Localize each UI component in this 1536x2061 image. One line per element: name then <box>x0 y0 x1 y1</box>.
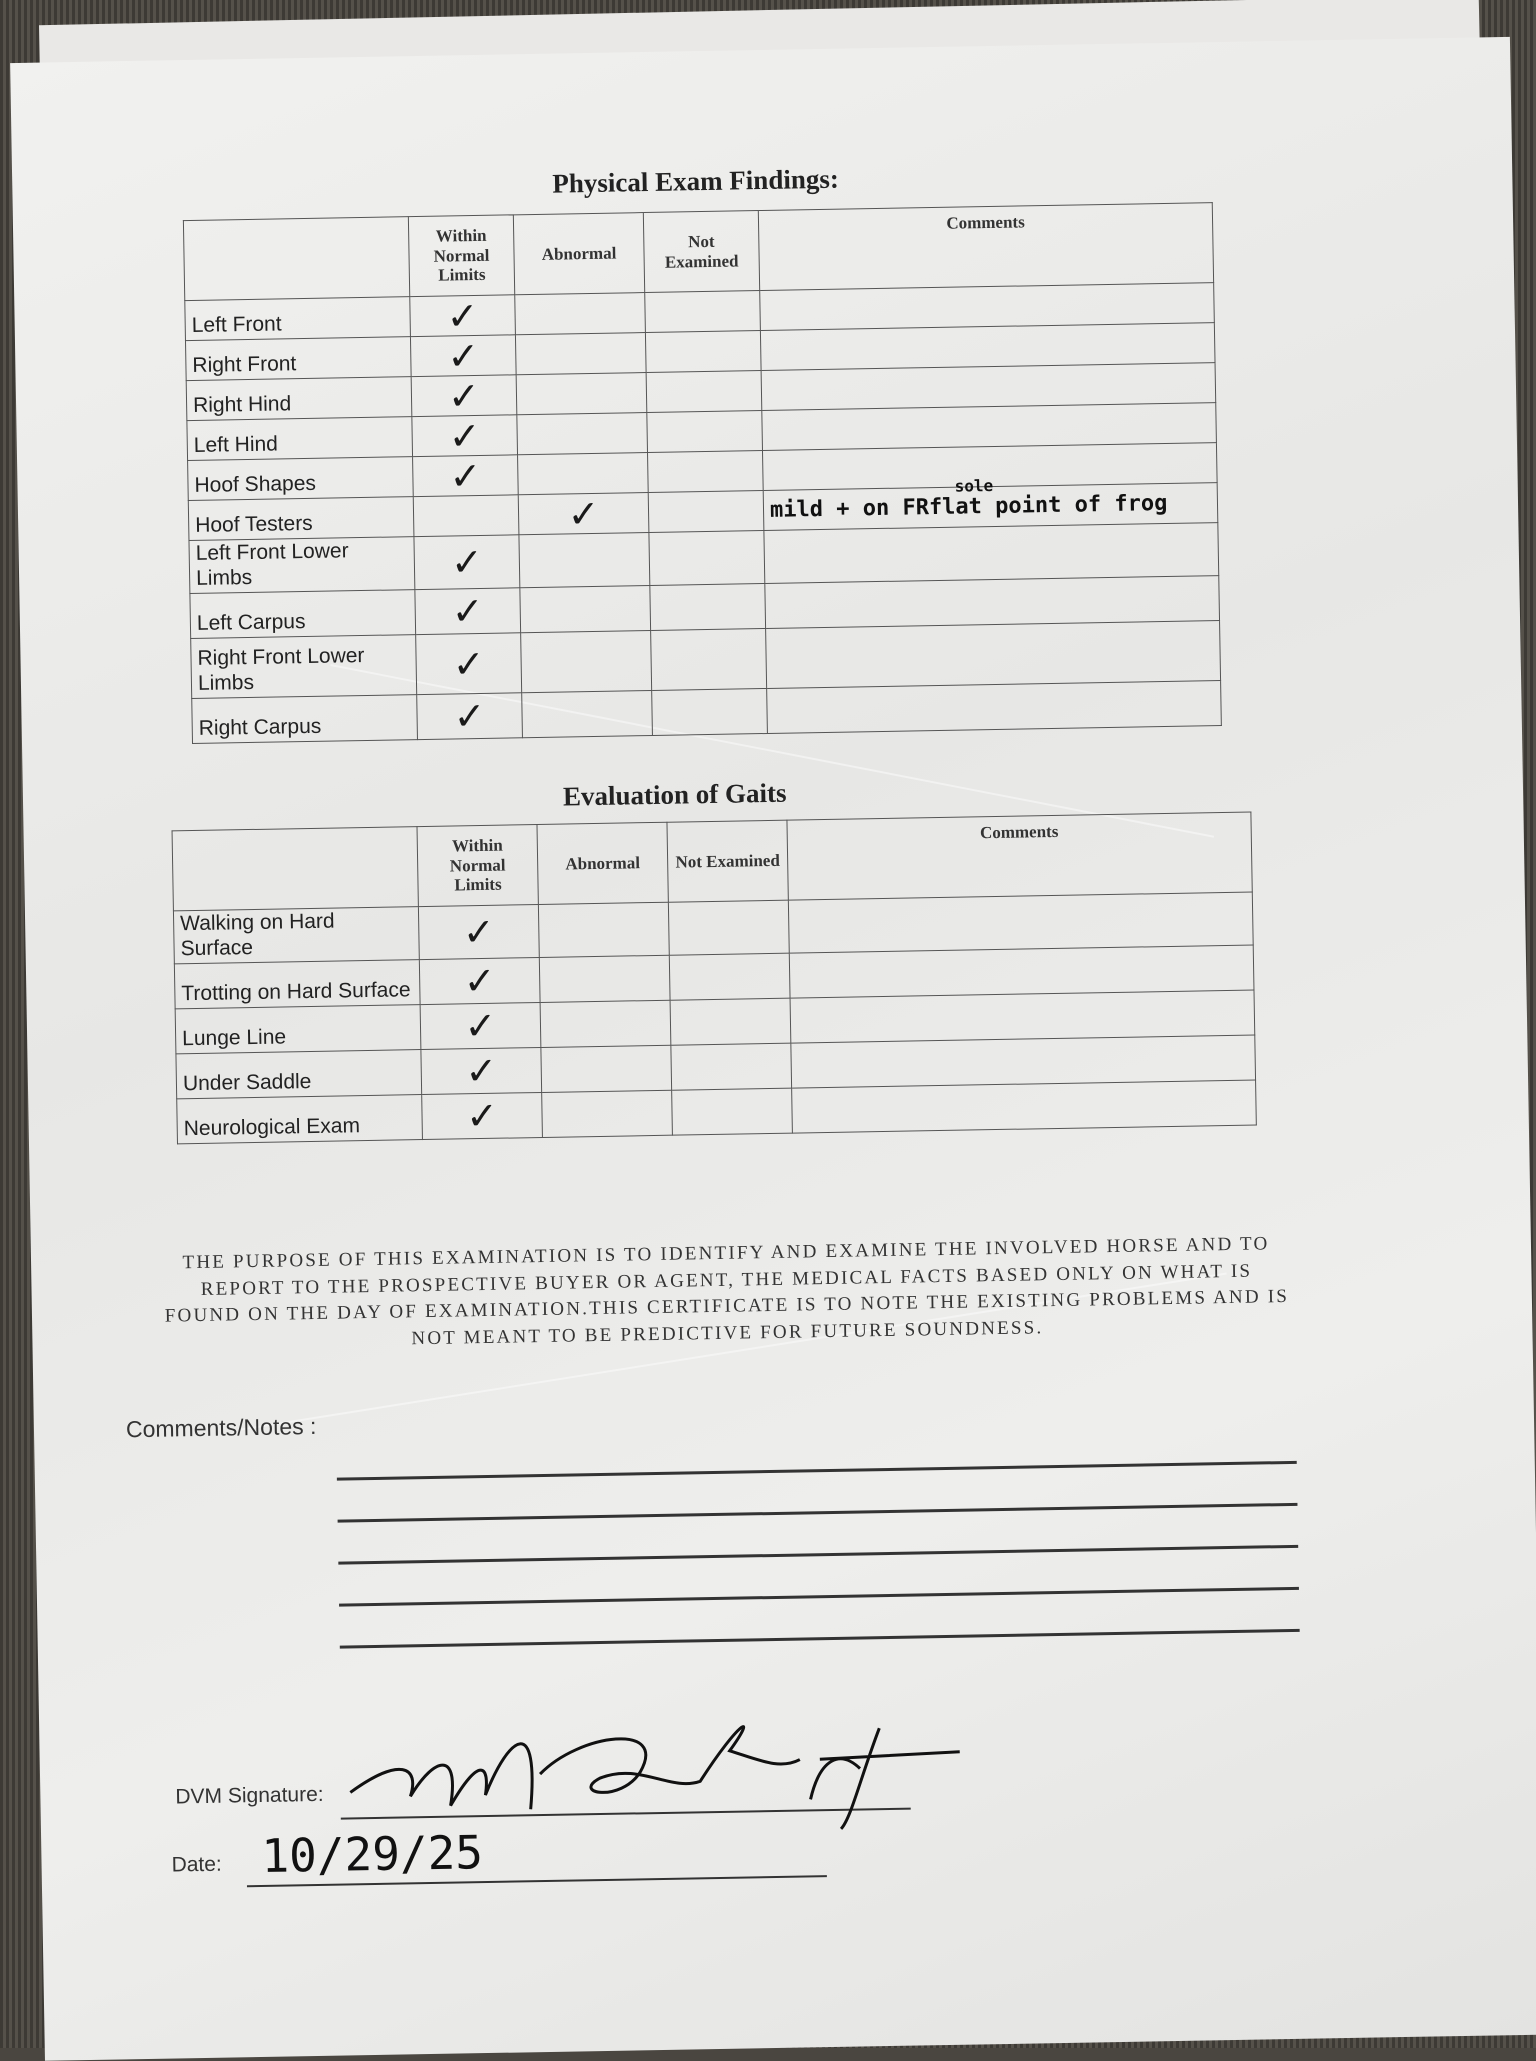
cell-abnormal <box>515 293 646 335</box>
cell-abnormal <box>540 1001 671 1048</box>
cell-not-examined <box>647 411 763 453</box>
checkmark-icon: ✓ <box>446 293 479 339</box>
cell-comments <box>790 990 1255 1043</box>
header-comments: Comments <box>758 203 1213 291</box>
notes-line <box>338 1545 1298 1565</box>
cell-wnl <box>414 535 520 590</box>
checkmark-icon: ✓ <box>464 1049 498 1094</box>
cell-abnormal <box>519 533 650 589</box>
cell-not-examined <box>668 900 789 955</box>
row-label: Left Carpus <box>190 590 416 639</box>
row-label: Under Saddle <box>176 1050 422 1099</box>
checkmark-icon: ✓ <box>462 909 496 955</box>
cell-abnormal <box>542 1091 673 1138</box>
cell-wnl <box>413 455 519 497</box>
row-label: Right Hind <box>186 377 412 421</box>
cell-abnormal <box>516 373 647 415</box>
header-blank <box>172 827 418 911</box>
checkmark-icon: ✓ <box>567 491 600 536</box>
notes-line <box>338 1503 1298 1523</box>
cell-not-examined <box>645 331 761 373</box>
row-label: Neurological Exam <box>177 1095 423 1144</box>
checkmark-icon: ✓ <box>465 1094 499 1139</box>
cell-not-examined <box>671 1043 792 1090</box>
cell-abnormal <box>517 413 648 455</box>
cell-wnl <box>422 1093 543 1140</box>
cell-not-examined <box>669 954 790 1001</box>
gaits-title: Evaluation of Gaits <box>562 777 787 812</box>
date-value: 10/29/25 <box>260 1825 484 1883</box>
cell-abnormal <box>518 453 649 495</box>
gaits-table <box>172 812 1257 1145</box>
cell-not-examined <box>670 998 791 1045</box>
checkmark-icon: ✓ <box>452 641 485 687</box>
cell-comments <box>788 892 1253 953</box>
cell-wnl <box>411 375 517 417</box>
header-wnl: Within Normal Limits <box>417 825 538 907</box>
notes-line <box>337 1461 1297 1481</box>
row-label: Hoof Shapes <box>188 457 414 501</box>
header-not-examined: Not Examined <box>643 211 759 293</box>
checkmark-icon: ✓ <box>447 373 481 418</box>
cell-not-examined <box>648 451 764 493</box>
cell-abnormal <box>522 691 653 738</box>
row-label: Walking on Hard Surface <box>173 907 419 965</box>
cell-wnl <box>413 495 519 537</box>
row-label: Left Front <box>185 297 411 341</box>
comment-superscript: sole <box>954 475 994 496</box>
cell-wnl <box>416 633 522 695</box>
cell-comments <box>767 681 1222 734</box>
checkmark-icon: ✓ <box>448 413 481 458</box>
cell-wnl <box>417 693 523 740</box>
comments-notes-label: Comments/Notes : <box>125 1412 317 1443</box>
row-label: Right Carpus <box>192 695 418 744</box>
cell-abnormal <box>518 493 649 535</box>
exam-form-page <box>10 37 1536 2061</box>
row-label: Left Hind <box>187 417 413 461</box>
exam-title: Physical Exam Findings: <box>552 163 840 199</box>
row-label: Hoof Testers <box>188 497 414 541</box>
dvm-signature-drawing <box>339 1685 1062 1848</box>
cell-wnl <box>418 904 539 959</box>
header-blank <box>183 217 409 301</box>
cell-abnormal <box>541 1046 672 1093</box>
dvm-signature-label: DVM Signature: <box>175 1782 324 1809</box>
cell-comments <box>792 1080 1257 1133</box>
checkmark-icon: ✓ <box>453 694 486 739</box>
header-wnl: Within Normal Limits <box>408 215 514 297</box>
header-abnormal: Abnormal <box>513 213 644 295</box>
cell-wnl <box>410 335 516 377</box>
row-label: Lunge Line <box>175 1005 421 1054</box>
cell-wnl <box>412 415 518 457</box>
cell-not-examined <box>648 491 764 533</box>
physical-exam-table <box>183 202 1222 744</box>
cell-not-examined <box>645 291 761 333</box>
cell-not-examined <box>652 689 768 736</box>
cell-abnormal <box>520 586 651 633</box>
cell-not-examined <box>672 1088 793 1135</box>
row-label: Left Front Lower Limbs <box>189 537 415 594</box>
cell-abnormal <box>521 631 652 693</box>
row-label: Trotting on Hard Surface <box>174 960 420 1009</box>
checkmark-icon: ✓ <box>463 959 497 1004</box>
cell-comments <box>789 945 1254 998</box>
cell-wnl <box>419 958 540 1005</box>
cell-abnormal <box>539 956 670 1003</box>
cell-comments <box>791 1035 1256 1088</box>
row-label: Right Front <box>185 337 411 381</box>
cell-wnl <box>421 1048 542 1095</box>
header-not-examined: Not Examined <box>667 820 788 902</box>
checkmark-icon: ✓ <box>449 453 482 498</box>
date-label: Date: <box>171 1852 222 1877</box>
checkmark-icon: ✓ <box>446 333 480 378</box>
cell-comments <box>764 523 1219 584</box>
cell-comments <box>766 621 1221 689</box>
header-abnormal: Abnormal <box>537 822 668 904</box>
cell-abnormal <box>538 902 669 958</box>
cell-not-examined <box>650 584 766 631</box>
cell-comments <box>765 576 1220 629</box>
cell-not-examined <box>651 629 767 691</box>
cell-wnl <box>415 588 521 635</box>
notes-line <box>339 1587 1299 1607</box>
row-label: Right Front Lower Limbs <box>191 635 417 699</box>
notes-line <box>340 1629 1300 1649</box>
header-comments: Comments <box>787 812 1252 900</box>
checkmark-icon: ✓ <box>451 589 485 634</box>
cell-wnl <box>410 295 516 337</box>
checkmark-icon: ✓ <box>450 540 484 585</box>
cell-wnl <box>420 1003 541 1050</box>
cell-abnormal <box>515 333 646 375</box>
cell-not-examined <box>649 531 765 586</box>
disclaimer-text: THE PURPOSE OF THIS EXAMINATION IS TO IDENTIFY AND EXAMINE THE INVOLVED HORSE AND TO REPORT TO THE PROSPECTIVE BUYER OR AGENT, THE MEDICAL FACTS BASED ONLY ON WHAT IS FOUND ON THE DAY OF EXAMINATION.THIS CERTIFICATE IS TO NOTE THE EXISTING PROBLEMS AND IS NOT MEANT TO BE PREDICTIVE FOR FUTURE SOUNDNESS. <box>164 1233 1290 1350</box>
cell-not-examined <box>646 371 762 413</box>
checkmark-icon: ✓ <box>464 1004 497 1049</box>
handwritten-comment <box>769 475 1168 523</box>
comment-text: mild + on FRflat point of frog <box>769 490 1168 523</box>
